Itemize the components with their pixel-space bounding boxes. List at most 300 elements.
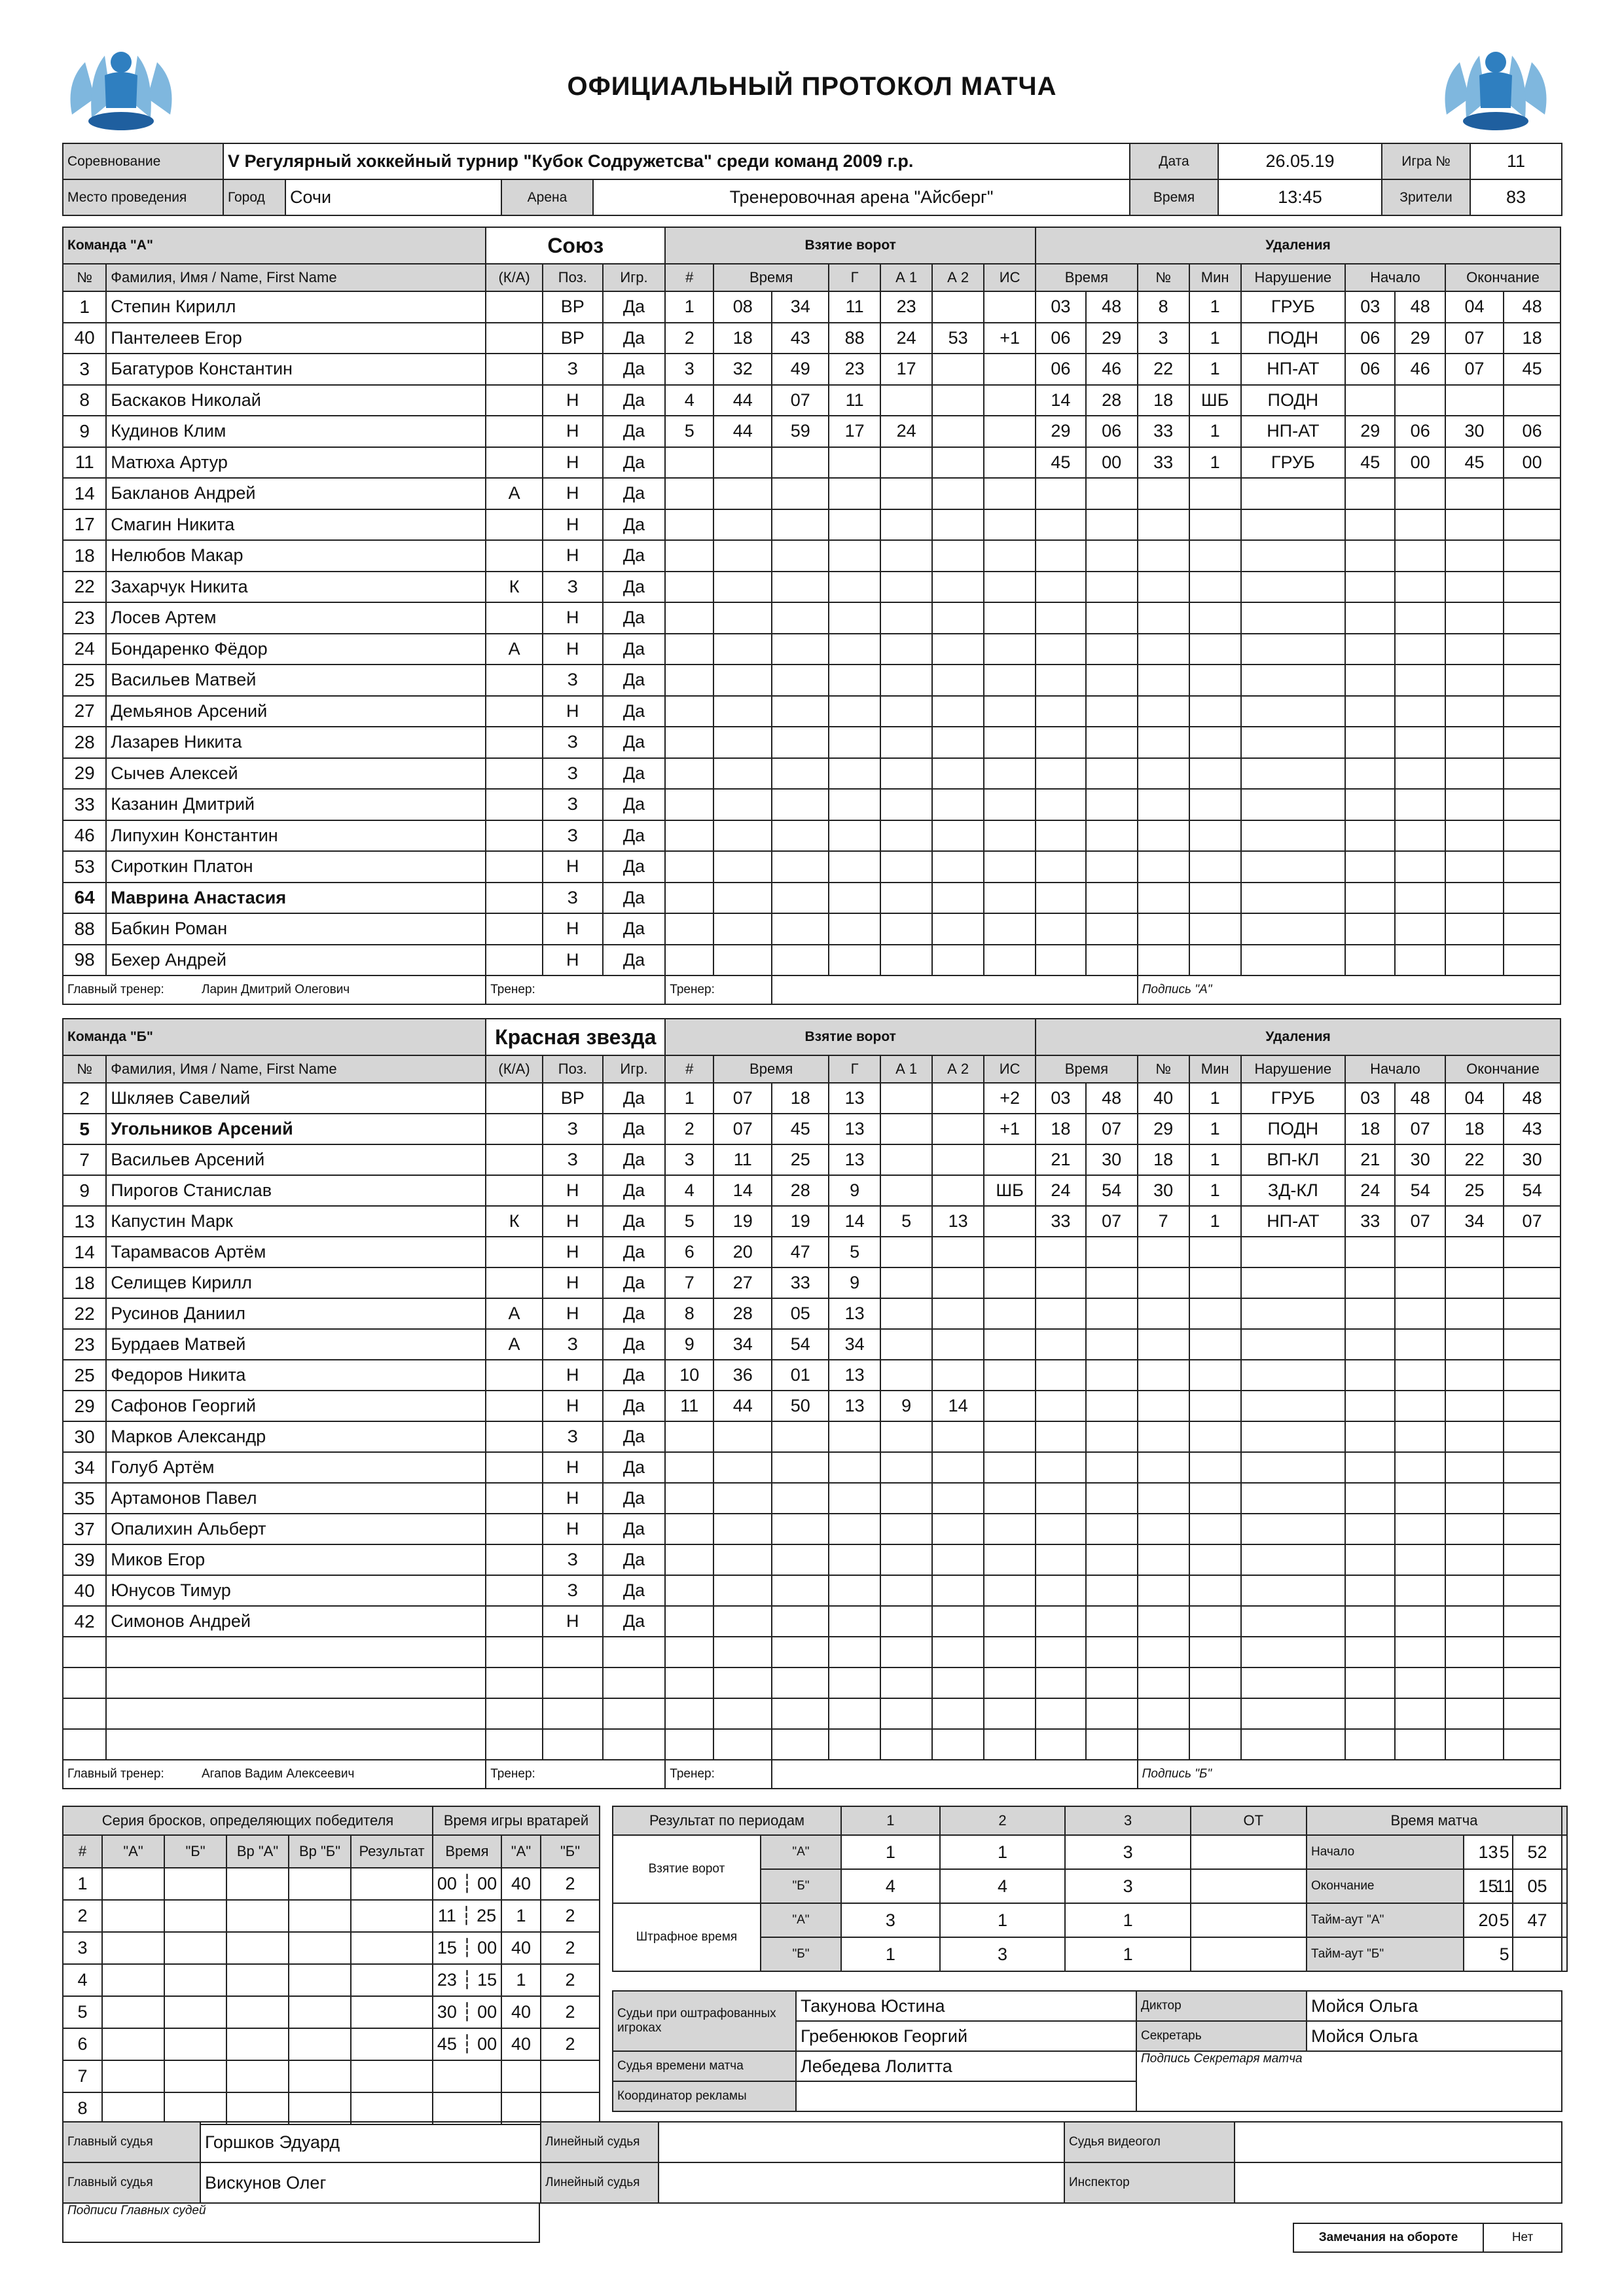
penalty-end-sec xyxy=(1504,602,1561,634)
penalty-end-sec xyxy=(1504,851,1561,883)
goals-label: Взятие ворот xyxy=(613,1835,761,1903)
player-played: Да xyxy=(603,354,666,385)
player-name xyxy=(106,1698,486,1729)
head-coach-cell xyxy=(63,975,486,1004)
player-number: 34 xyxy=(63,1452,106,1483)
penalty-time-min xyxy=(1036,1544,1085,1575)
shootout-cell xyxy=(351,2060,433,2092)
goal-assist-1 xyxy=(880,385,932,416)
goal-scorer: 13 xyxy=(829,1144,880,1175)
player-number: 3 xyxy=(63,354,106,385)
penalty-end-min xyxy=(1445,1483,1504,1514)
goal-situation xyxy=(984,354,1036,385)
column-header-p_min: Мин xyxy=(1189,264,1241,291)
period-col-header: 2 xyxy=(940,1806,1066,1835)
goal-assist-2 xyxy=(932,851,984,883)
goal-assist-2 xyxy=(932,1421,984,1452)
column-header-name: Фамилия, Имя / Name, First Name xyxy=(106,1055,486,1083)
goal-assist-1 xyxy=(880,1483,932,1514)
penalty-minutes xyxy=(1189,1698,1241,1729)
player-played: Да xyxy=(603,572,666,603)
penalty-player xyxy=(1138,1237,1189,1267)
goal-time-min: 08 xyxy=(713,291,772,323)
goal-scorer: 11 xyxy=(829,291,880,323)
goal-situation xyxy=(984,727,1036,758)
penalty-end-min xyxy=(1445,789,1504,820)
penalty-violation xyxy=(1241,696,1345,727)
goal-scorer xyxy=(829,851,880,883)
goal-scorer xyxy=(829,1483,880,1514)
penalty-end-sec xyxy=(1504,913,1561,945)
penalty-player xyxy=(1138,1452,1189,1483)
player-played: Да xyxy=(603,1452,666,1483)
penalty-time-min xyxy=(1036,820,1085,852)
penalty-start-min xyxy=(1345,1729,1395,1760)
penalty-minutes xyxy=(1189,1237,1241,1267)
head-coach-name: Агапов Вадим Алексеевич xyxy=(202,1767,355,1781)
goalie-a: 40 xyxy=(501,1932,541,1964)
goal-assist-1 xyxy=(880,1667,932,1698)
shootout-row-number: 5 xyxy=(63,1996,102,2028)
goal-time-sec: 54 xyxy=(772,1329,829,1360)
penalty-end-min xyxy=(1445,540,1504,572)
goal-situation xyxy=(984,602,1036,634)
officials-table xyxy=(612,1990,1137,2112)
player-number: 33 xyxy=(63,789,106,820)
shootout-cell xyxy=(164,1932,226,1964)
pim-label: Штрафное время xyxy=(613,1903,761,1971)
goals-section-title: Взятие ворот xyxy=(665,227,1036,264)
goal-time-sec: 01 xyxy=(772,1360,829,1391)
goal-time-min xyxy=(713,820,772,852)
shootout-col-header: Вр "А" xyxy=(226,1835,289,1868)
goal-assist-1 xyxy=(880,1637,932,1667)
goal-time-min xyxy=(713,696,772,727)
penalty-end-min xyxy=(1445,1606,1504,1637)
game-value: 11 xyxy=(1470,143,1562,179)
penalty-start-sec xyxy=(1395,478,1445,509)
goalie-b: 2 xyxy=(541,1932,600,1964)
player-captain-mark xyxy=(486,1606,543,1637)
penalty-start-min: 33 xyxy=(1345,1206,1395,1237)
penalty-box-label: Судьи при оштрафованных игроках xyxy=(613,1991,796,2051)
goal-assist-2 xyxy=(932,1144,984,1175)
penalty-violation: ПОДН xyxy=(1241,1114,1345,1144)
player-played xyxy=(603,1698,666,1729)
goal-number: 2 xyxy=(665,323,713,354)
goal-time-min xyxy=(713,665,772,696)
goal-time-sec xyxy=(772,1698,829,1729)
penalty-minutes: 1 xyxy=(1189,447,1241,479)
goal-time-sec xyxy=(772,665,829,696)
goalie-time-min: 15 xyxy=(437,1938,457,1958)
goal-scorer xyxy=(829,1637,880,1667)
goal-number xyxy=(665,540,713,572)
player-position: З xyxy=(543,572,603,603)
penalty-time-sec xyxy=(1086,478,1138,509)
goal-assist-2 xyxy=(932,1329,984,1360)
player-captain-mark xyxy=(486,1729,543,1760)
column-header-pos: Поз. xyxy=(543,264,603,291)
penalty-time-min xyxy=(1036,1452,1085,1483)
goal-scorer: 9 xyxy=(829,1175,880,1206)
player-name: Бурдаев Матвей xyxy=(106,1329,486,1360)
penalty-violation xyxy=(1241,883,1345,914)
shootout-col-header: # xyxy=(63,1835,102,1868)
coach-label: Тренер: xyxy=(486,975,665,1004)
penalty-start-min xyxy=(1345,385,1395,416)
goal-time-min: 11 xyxy=(713,1144,772,1175)
penalty-time-min xyxy=(1036,1391,1085,1421)
penalty-time-sec xyxy=(1086,1575,1138,1606)
coach-label: Тренер: xyxy=(486,1760,665,1789)
player-captain-mark xyxy=(486,1175,543,1206)
goal-number: 2 xyxy=(665,1114,713,1144)
player-played: Да xyxy=(603,1606,666,1637)
penalty-player xyxy=(1138,478,1189,509)
goalie-time-min: 00 xyxy=(437,1874,457,1893)
goal-assist-1 xyxy=(880,1360,932,1391)
column-header-play: Игр. xyxy=(603,1055,666,1083)
goalie-time-cell xyxy=(433,1932,501,1964)
penalty-start-min xyxy=(1345,820,1395,852)
player-played: Да xyxy=(603,1514,666,1544)
player-position: Н xyxy=(543,1360,603,1391)
spectators-label: Зрители xyxy=(1382,179,1470,215)
shootout-cell xyxy=(351,1932,433,1964)
player-position: Н xyxy=(543,696,603,727)
goal-number: 6 xyxy=(665,1237,713,1267)
penalty-violation: ГРУБ xyxy=(1241,291,1345,323)
penalty-player xyxy=(1138,665,1189,696)
period-team-b: "Б" xyxy=(761,1937,841,1971)
player-position: З xyxy=(543,1114,603,1144)
player-captain-mark xyxy=(486,1237,543,1267)
penalty-minutes: ШБ xyxy=(1189,385,1241,416)
goal-assist-1: 17 xyxy=(880,354,932,385)
goal-scorer xyxy=(829,1514,880,1544)
penalty-time-sec xyxy=(1086,602,1138,634)
penalty-minutes xyxy=(1189,696,1241,727)
player-played: Да xyxy=(603,789,666,820)
goal-situation xyxy=(984,447,1036,479)
goal-number xyxy=(665,1637,713,1667)
player-position: Н xyxy=(543,1391,603,1421)
goal-time-min: 36 xyxy=(713,1360,772,1391)
penalty-end-min xyxy=(1445,509,1504,541)
player-played: Да xyxy=(603,602,666,634)
player-captain-mark xyxy=(486,416,543,447)
penalty-player: 18 xyxy=(1138,1144,1189,1175)
match-time-min: 20 xyxy=(1464,1903,1513,1937)
shootout-cell xyxy=(102,2092,164,2124)
penalty-start-min xyxy=(1345,851,1395,883)
goal-situation xyxy=(984,1514,1036,1544)
goalie-time-min: 11 xyxy=(437,1906,456,1925)
shootout-cell xyxy=(164,2060,226,2092)
referee-2: Вискунов Олег xyxy=(200,2162,541,2203)
goal-time-sec: 19 xyxy=(772,1206,829,1237)
player-position: Н xyxy=(543,602,603,634)
penalty-time-min: 21 xyxy=(1036,1144,1085,1175)
penalty-start-min xyxy=(1345,913,1395,945)
penalty-minutes: 1 xyxy=(1189,1206,1241,1237)
penalty-start-min xyxy=(1345,509,1395,541)
penalty-violation xyxy=(1241,634,1345,665)
penalty-end-sec xyxy=(1504,540,1561,572)
coach-value xyxy=(772,975,1137,1004)
penalty-end-min xyxy=(1445,696,1504,727)
goal-number xyxy=(665,789,713,820)
player-played: Да xyxy=(603,1083,666,1114)
goal-time-sec xyxy=(772,945,829,976)
column-header-p_num: № xyxy=(1138,1055,1189,1083)
referee-label-1: Главный судья xyxy=(63,2122,200,2162)
match-time-min: 15 xyxy=(1464,1869,1513,1903)
penalty-start-min xyxy=(1345,1360,1395,1391)
goal-assist-1 xyxy=(880,727,932,758)
goal-time-min xyxy=(713,478,772,509)
player-number: 37 xyxy=(63,1514,106,1544)
penalty-end-min xyxy=(1445,1698,1504,1729)
goals-a-period: 3 xyxy=(1065,1835,1191,1869)
goal-time-sec xyxy=(772,883,829,914)
goal-assist-2 xyxy=(932,1544,984,1575)
goal-number xyxy=(665,572,713,603)
match-time-title: Время матча xyxy=(1307,1806,1562,1835)
goal-assist-2 xyxy=(932,634,984,665)
goal-scorer xyxy=(829,758,880,790)
goalie-time-cell xyxy=(433,2028,501,2060)
goal-number xyxy=(665,883,713,914)
penalty-time-min: 03 xyxy=(1036,1083,1085,1114)
penalty-start-sec: 06 xyxy=(1395,416,1445,447)
player-position: Н xyxy=(543,1267,603,1298)
player-played: Да xyxy=(603,416,666,447)
goal-scorer xyxy=(829,696,880,727)
penalty-start-min xyxy=(1345,696,1395,727)
penalty-start-sec xyxy=(1395,789,1445,820)
referees-signature-table xyxy=(62,2202,540,2243)
goal-assist-2 xyxy=(932,478,984,509)
goal-scorer: 13 xyxy=(829,1083,880,1114)
goal-assist-2 xyxy=(932,1237,984,1267)
goal-scorer xyxy=(829,945,880,976)
penalty-start-sec xyxy=(1395,1606,1445,1637)
match-time-label: Окончание xyxy=(1307,1869,1464,1903)
goals-b-period xyxy=(1191,1869,1316,1903)
player-position: Н xyxy=(543,540,603,572)
goal-situation xyxy=(984,696,1036,727)
goalie-time-sec: 00 xyxy=(477,2034,497,2054)
column-header-g_a2: А 2 xyxy=(932,1055,984,1083)
player-number xyxy=(63,1698,106,1729)
player-number: 64 xyxy=(63,883,106,914)
goal-situation xyxy=(984,1637,1036,1667)
penalty-player xyxy=(1138,1729,1189,1760)
penalty-time-min xyxy=(1036,1606,1085,1637)
player-captain-mark xyxy=(486,1360,543,1391)
penalty-end-sec: 30 xyxy=(1504,1144,1561,1175)
player-number: 35 xyxy=(63,1483,106,1514)
penalty-player xyxy=(1138,634,1189,665)
penalty-violation: НП-АТ xyxy=(1241,416,1345,447)
goal-time-sec xyxy=(772,913,829,945)
penalty-minutes xyxy=(1189,913,1241,945)
goal-assist-2 xyxy=(932,1114,984,1144)
goal-assist-1 xyxy=(880,1175,932,1206)
goal-assist-2 xyxy=(932,1637,984,1667)
penalty-start-min xyxy=(1345,1606,1395,1637)
penalty-time-sec xyxy=(1086,696,1138,727)
penalty-minutes xyxy=(1189,1391,1241,1421)
penalty-time-min xyxy=(1036,540,1085,572)
penalty-time-min xyxy=(1036,758,1085,790)
penalty-player xyxy=(1138,758,1189,790)
player-name: Угольников Арсений xyxy=(106,1114,486,1144)
penalty-start-sec xyxy=(1395,1452,1445,1483)
goal-situation: ШБ xyxy=(984,1175,1036,1206)
player-position: Н xyxy=(543,416,603,447)
player-captain-mark xyxy=(486,696,543,727)
player-played: Да xyxy=(603,1114,666,1144)
goal-time-sec xyxy=(772,509,829,541)
goal-situation xyxy=(984,291,1036,323)
player-number: 8 xyxy=(63,385,106,416)
penalty-player xyxy=(1138,509,1189,541)
goal-scorer: 13 xyxy=(829,1360,880,1391)
team_a-table xyxy=(62,227,1561,1005)
column-header-g_is: ИС xyxy=(984,264,1036,291)
goal-time-sec xyxy=(772,478,829,509)
penalty-time-sec xyxy=(1086,1606,1138,1637)
goal-time-sec xyxy=(772,1637,829,1667)
penalty-minutes: 1 xyxy=(1189,416,1241,447)
penalty-violation xyxy=(1241,1667,1345,1698)
time-separator: ┆ xyxy=(456,2034,478,2054)
penalty-player xyxy=(1138,727,1189,758)
goal-number xyxy=(665,1575,713,1606)
shootout-cell xyxy=(289,1868,351,1900)
player-name: Шкляев Савелий xyxy=(106,1083,486,1114)
penalty-start-sec: 07 xyxy=(1395,1114,1445,1144)
goal-assist-2 xyxy=(932,291,984,323)
goal-assist-1 xyxy=(880,447,932,479)
penalty-start-min: 03 xyxy=(1345,1083,1395,1114)
goal-number: 3 xyxy=(665,354,713,385)
player-position: З xyxy=(543,1575,603,1606)
shootout-cell xyxy=(289,2060,351,2092)
penalty-end-sec xyxy=(1504,478,1561,509)
goal-assist-2 xyxy=(932,1267,984,1298)
city-value: Сочи xyxy=(285,179,501,215)
player-position: Н xyxy=(543,1606,603,1637)
player-name: Демьянов Арсений xyxy=(106,696,486,727)
pim-b-period xyxy=(1191,1937,1316,1971)
team-label: Команда "А" xyxy=(63,227,486,264)
player-number: 25 xyxy=(63,665,106,696)
goalie-a: 40 xyxy=(501,1996,541,2028)
goal-situation xyxy=(984,1575,1036,1606)
player-captain-mark xyxy=(486,1083,543,1114)
goal-time-min: 34 xyxy=(713,1329,772,1360)
penalty-end-min xyxy=(1445,572,1504,603)
penalty-violation xyxy=(1241,1360,1345,1391)
period-col-header: 1 xyxy=(841,1806,940,1835)
goalie-time-cell xyxy=(433,2060,501,2092)
goal-scorer: 13 xyxy=(829,1114,880,1144)
penalty-end-sec xyxy=(1504,1729,1561,1760)
goal-scorer: 17 xyxy=(829,416,880,447)
head-coach-label: Главный тренер: xyxy=(67,1767,164,1781)
secretary-value: Мойся Ольга xyxy=(1307,2021,1562,2051)
player-number: 40 xyxy=(63,1575,106,1606)
penalty-start-min xyxy=(1345,1667,1395,1698)
goal-time-min xyxy=(713,1421,772,1452)
penalty-start-sec: 07 xyxy=(1395,1206,1445,1237)
shootout-cell xyxy=(351,1900,433,1932)
player-played: Да xyxy=(603,945,666,976)
goalie-time-sec: 00 xyxy=(477,2002,497,2022)
penalty-start-sec xyxy=(1395,1729,1445,1760)
goal-scorer: 13 xyxy=(829,1298,880,1329)
linesman-label-1: Линейный судья xyxy=(541,2122,659,2162)
penalty-minutes: 1 xyxy=(1189,291,1241,323)
penalty-time-sec xyxy=(1086,1329,1138,1360)
goal-assist-2 xyxy=(932,1483,984,1514)
goal-number xyxy=(665,665,713,696)
player-position: Н xyxy=(543,1514,603,1544)
goal-time-min xyxy=(713,727,772,758)
penalty-start-sec xyxy=(1395,1575,1445,1606)
penalty-violation: ЗД-КЛ xyxy=(1241,1175,1345,1206)
goalie-a xyxy=(501,2060,541,2092)
goal-time-min: 14 xyxy=(713,1175,772,1206)
penalty-violation xyxy=(1241,1729,1345,1760)
goal-time-min: 20 xyxy=(713,1237,772,1267)
goal-assist-1 xyxy=(880,1606,932,1637)
player-number xyxy=(63,1667,106,1698)
goal-assist-1 xyxy=(880,945,932,976)
goal-time-sec xyxy=(772,1544,829,1575)
penalty-time-sec xyxy=(1086,1667,1138,1698)
goal-assist-2 xyxy=(932,883,984,914)
goal-number xyxy=(665,1514,713,1544)
player-name: Селищев Кирилл xyxy=(106,1267,486,1298)
team-name: Союз xyxy=(486,227,665,264)
goal-assist-1 xyxy=(880,1329,932,1360)
goal-time-sec: 34 xyxy=(772,291,829,323)
remarks-value: Нет xyxy=(1483,2223,1562,2252)
penalty-end-min xyxy=(1445,1360,1504,1391)
penalty-start-sec xyxy=(1395,1514,1445,1544)
column-header-p_num: № xyxy=(1138,264,1189,291)
goal-time-sec xyxy=(772,789,829,820)
player-captain-mark xyxy=(486,354,543,385)
player-number: 30 xyxy=(63,1421,106,1452)
penalty-start-sec xyxy=(1395,696,1445,727)
player-name: Пирогов Станислав xyxy=(106,1175,486,1206)
goal-time-min: 44 xyxy=(713,385,772,416)
penalty-time-min xyxy=(1036,1575,1085,1606)
player-played: Да xyxy=(603,509,666,541)
penalty-end-min xyxy=(1445,1514,1504,1544)
shootout-cell xyxy=(226,2028,289,2060)
goal-assist-1: 9 xyxy=(880,1391,932,1421)
penalty-time-sec xyxy=(1086,1483,1138,1514)
penalty-end-sec xyxy=(1504,634,1561,665)
linesman-1 xyxy=(659,2122,1064,2162)
